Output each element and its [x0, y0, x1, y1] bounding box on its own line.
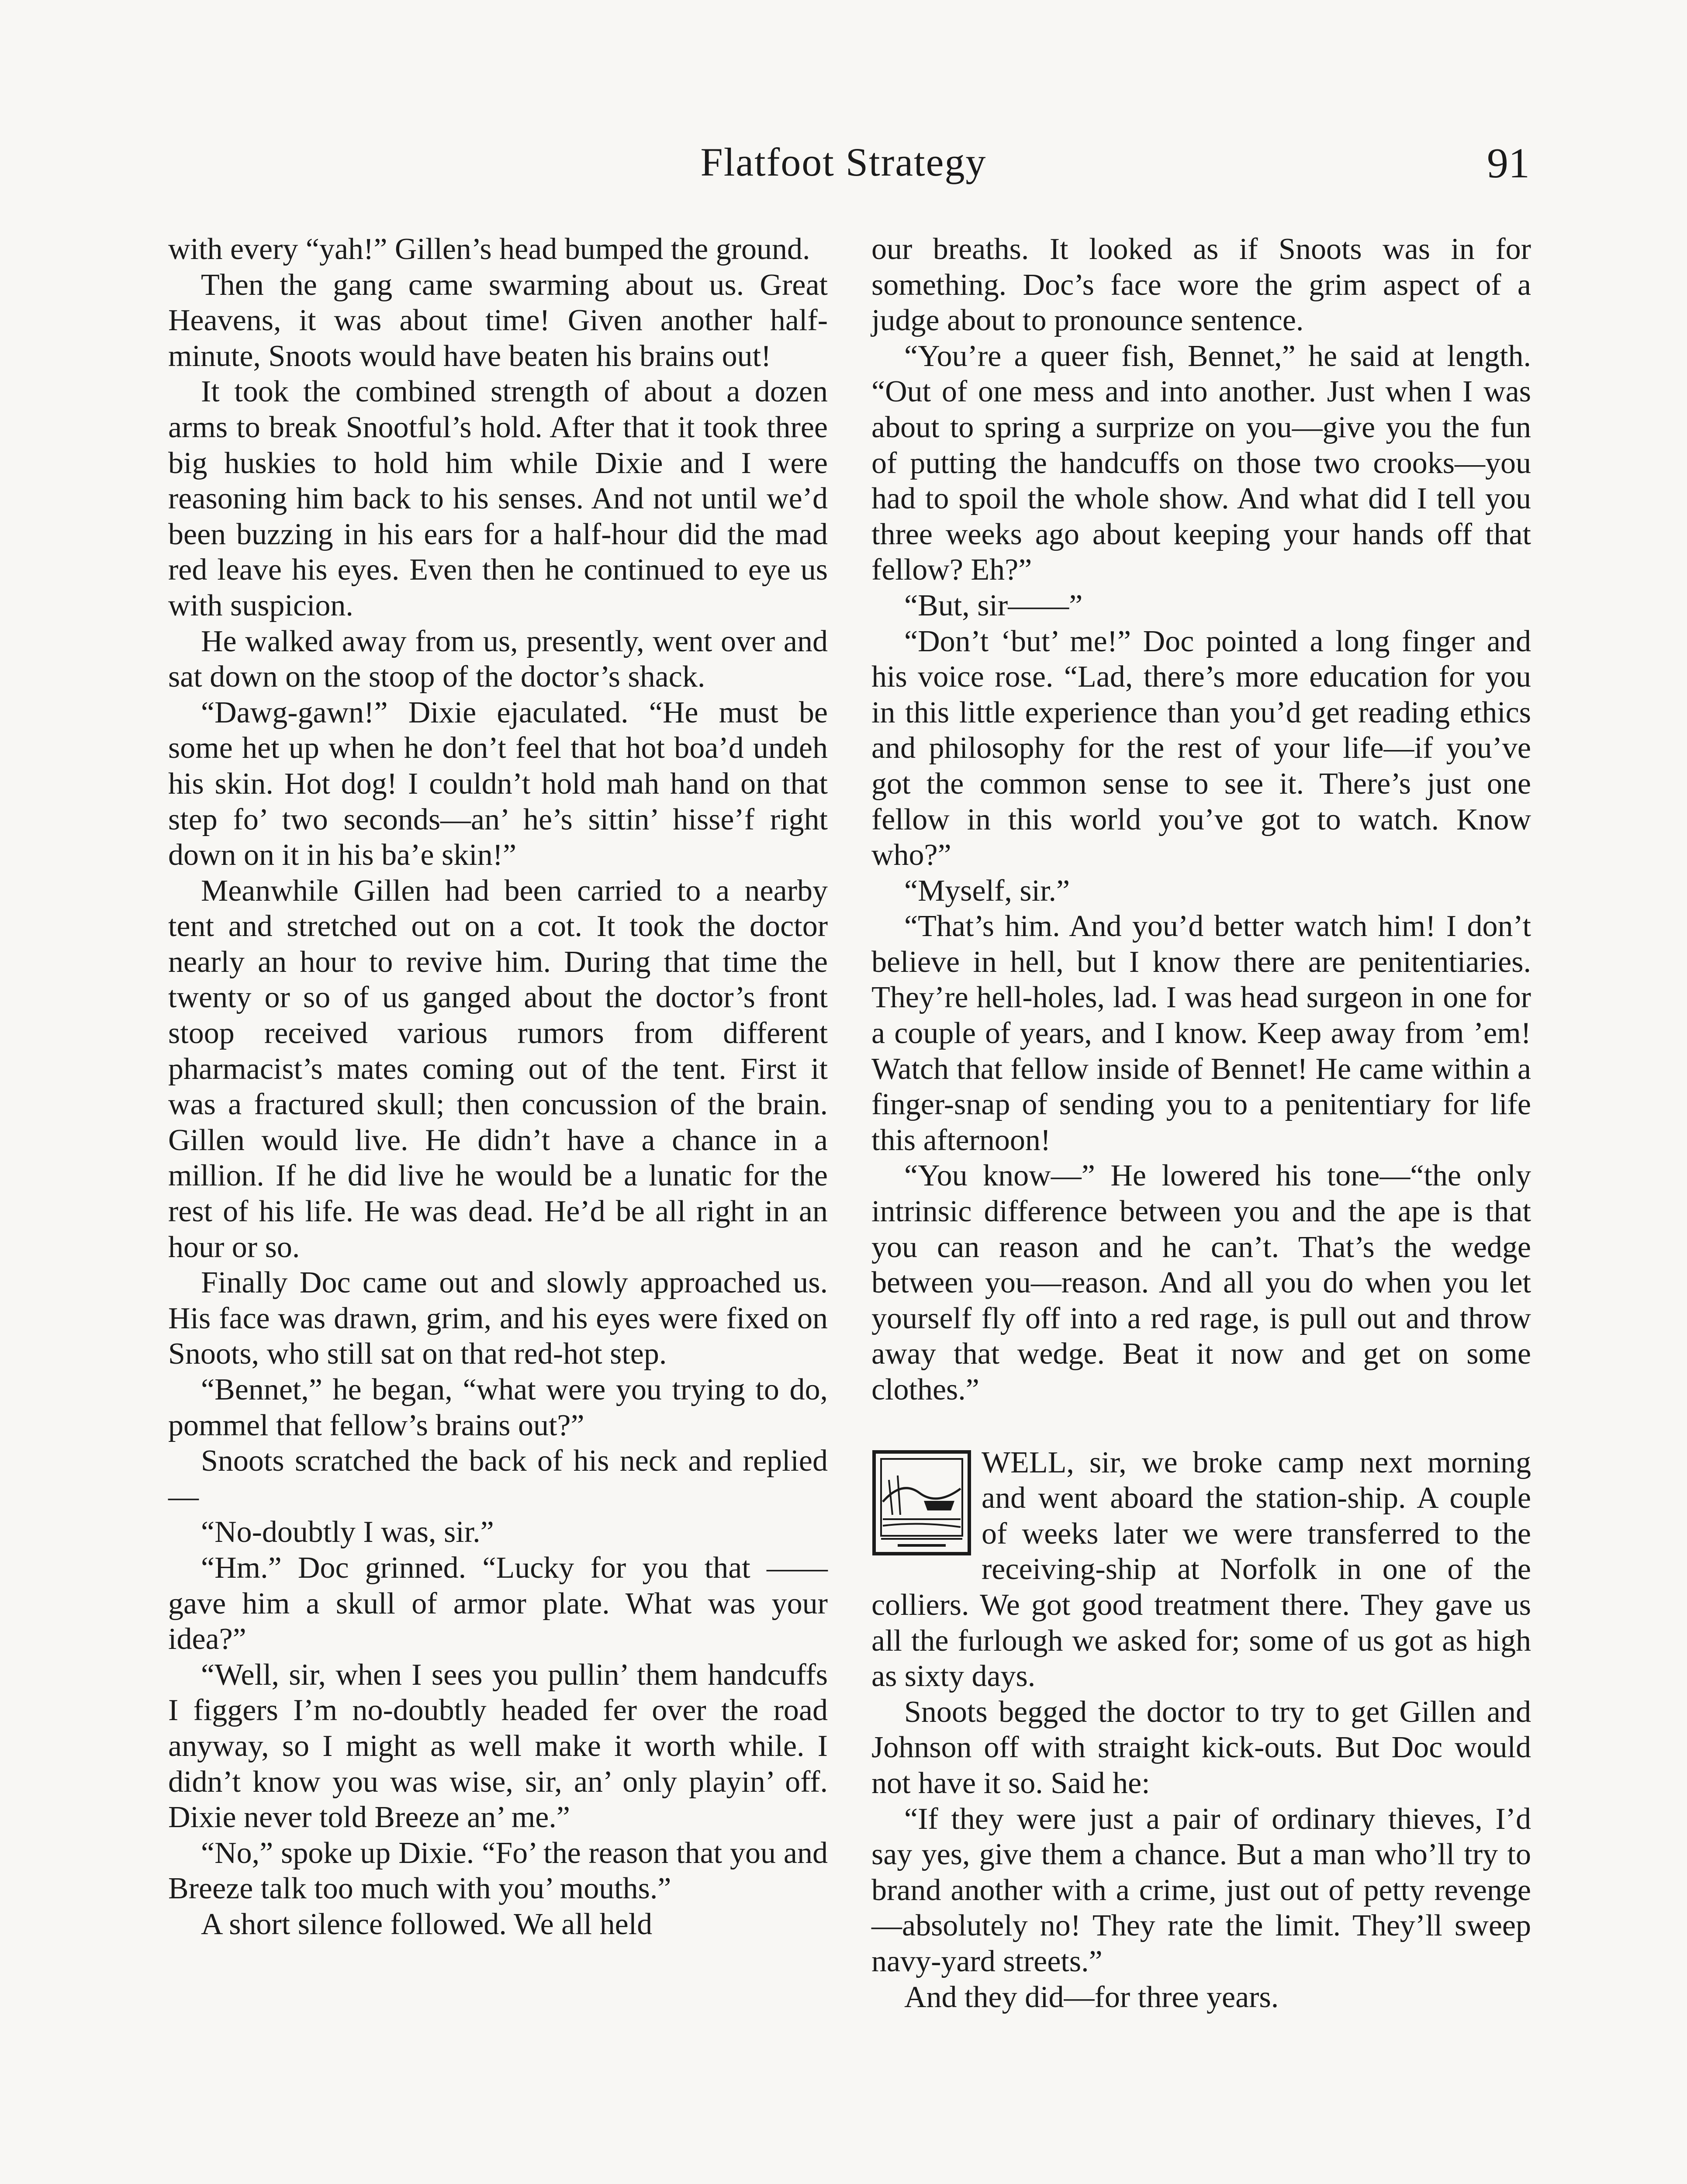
paragraph: “Hm.” Doc grinned. “Lucky for you that —— gave him a skull of armor plate. What was your idea?” — [168, 1551, 828, 1656]
paragraph: And they did—for three years. — [904, 1980, 1279, 2014]
left-column — [168, 232, 828, 1942]
paragraph: “Don’t ‘but’ me!” Doc pointed a long finger and his voice rose. “Lad, there’s more education for you in this little experience than you’d get reading ethics and philosophy for the rest of your life—if you’ve got the common sense to see it. There’s just one fellow in this world you’ve got to watch. Know who?” — [871, 624, 1531, 872]
paragraph: “That’s him. And you’d better watch him! I don’t believe in hell, but I know there are penitentiaries. They’re hell-holes, lad. I was head surgeon in one for a couple of years, and I know. Keep away from ’em! Watch that fellow inside of Bennet! He came within a finger-snap of sending you to a penitentiary for life this afternoon! — [871, 909, 1531, 1157]
paragraph: “You’re a queer fish, Bennet,” he said at length. “Out of one mess and into another. Just when I was about to spring a surprize on you—give you the fun of putting the handcuffs on those two crooks—you had to spoil the whole show. And what did I tell you three weeks ago about keeping your hands off that fellow? Eh?” — [871, 339, 1531, 587]
paragraph: It took the combined strength of about a dozen arms to break Snootful’s hold. After that it took three big huskies to hold him while Dixie and I were reasoning him back to his senses. And not until we’d been buzzing in his ears for a half-hour did the mad red leave his eyes. Even then he continued to eye us with suspicion. — [168, 375, 828, 622]
paragraph: “You know—” He lowered his tone—“the only intrinsic difference between you and the ape is that you can reason and he can’t. That’s the wedge between you—reason. And all you do when you let yourself fly off into a red rage, is pull out and throw away that wedge. Beat it now and get on some clothes.” — [871, 1159, 1531, 1406]
paragraph: Finally Doc came out and slowly approached us. His face was drawn, grim, and his eyes were fixed on Snoots, who still sat on that red-hot step. — [168, 1266, 828, 1371]
page-header — [0, 139, 1687, 196]
paragraph: A short silence followed. We all held — [201, 1907, 653, 1941]
paragraph: “Bennet,” he began, “what were you trying to do, pommel that fellow’s brains out?” — [168, 1373, 828, 1442]
paragraph: with every “yah!” Gillen’s head bumped the ground. — [168, 232, 810, 266]
page-number: 91 — [1487, 140, 1530, 187]
paragraph: “If they were just a pair of ordinary thieves, I’d say yes, give them a chance. But a man who’ll try to brand another with a crime, just out of petty revenge—absolutely no! They rate the limit. They’ll sweep navy-yard streets.” — [871, 1802, 1531, 1978]
paragraph: “Myself, sir.” — [904, 874, 1070, 908]
paragraph: “Well, sir, when I sees you pullin’ them handcuffs I figgers I’m no-doubtly headed fer over the road anyway, so I might as well make it worth while. I didn’t know you was wise, sir, an’ only playin’ off. Dixie never told Breeze an’ me.” — [168, 1658, 828, 1835]
paragraph: “Dawg-gawn!” Dixie ejaculated. “He must be some het up when he don’t feel that hot boa’d undeh his skin. Hot dog! I couldn’t hold mah hand on that step fo’ two seconds—an’ he’s sittin’ hisse’f right down on it in his ba’e skin!” — [168, 695, 828, 872]
paragraph: WELL, sir, we broke camp next morning and went aboard the station-ship. A couple of weeks later we were transferred to the receiving-ship at Norfolk in one of the colliers. We got good treatment there. They gave us all the furlough we asked for; some of us got as high as sixty days. — [871, 1445, 1531, 1693]
running-title: Flatfoot Strategy — [700, 140, 987, 184]
paragraph: “But, sir——” — [904, 588, 1083, 622]
paragraph: Then the gang came swarming about us. Great Heavens, it was about time! Given another half-minute, Snoots would have beaten his brains out! — [168, 268, 828, 373]
paragraph: Meanwhile Gillen had been carried to a nearby tent and stretched out on a cot. It took the doctor nearly an hour to revive him. During that time the twenty or so of us ganged about the doctor’s front stoop received various rumors from different pharmacist’s mates coming out of the tent. First it was a fractured skull; then concussion of the brain. Gillen would live. He didn’t have a chance in a million. If he did live he would be a lunatic for the rest of his life. He was dead. He’d be all right in an hour or so. — [168, 874, 828, 1264]
paragraph: “No,” spoke up Dixie. “Fo’ the reason that you and Breeze talk too much with you’ mouths.” — [168, 1836, 828, 1906]
paragraph: Snoots scratched the back of his neck and replied— — [168, 1444, 828, 1514]
right-column — [871, 232, 1531, 2015]
paragraph: Snoots begged the doctor to try to get Gillen and Johnson off with straight kick-outs. But Doc would not have it so. Said he: — [871, 1695, 1531, 1800]
paragraph: our breaths. It looked as if Snoots was in for something. Doc’s face wore the grim aspect of a judge about to pronounce sentence. — [871, 232, 1531, 338]
paragraph: “No-doubtly I was, sir.” — [201, 1515, 494, 1549]
illustrated-initial-icon — [871, 1449, 972, 1556]
paragraph: He walked away from us, presently, went over and sat down on the stoop of the doctor’s shack. — [168, 624, 828, 694]
